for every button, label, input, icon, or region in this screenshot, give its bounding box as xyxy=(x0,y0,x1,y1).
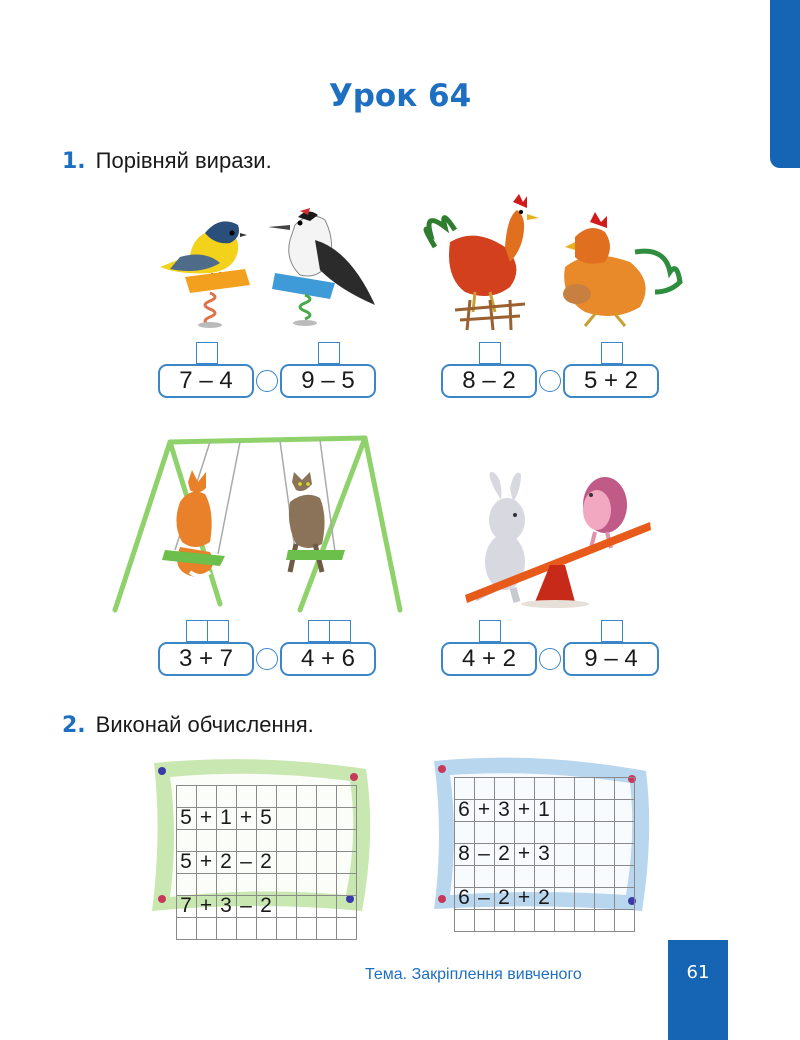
swing-frame xyxy=(115,438,400,610)
grid-cell xyxy=(336,895,356,917)
grid-char: 2 xyxy=(260,850,272,873)
grid-char: 1 xyxy=(220,806,232,829)
grid-cell xyxy=(574,865,594,887)
grid-cell xyxy=(296,807,316,829)
grid-char: 3 xyxy=(220,894,232,917)
task-2-heading xyxy=(62,712,314,738)
grid-cell xyxy=(316,785,336,807)
grid-cell xyxy=(594,843,614,865)
grid-cell xyxy=(614,843,634,865)
grid-cell xyxy=(614,887,634,909)
grid-cell xyxy=(176,873,196,895)
blue-spring-rocker xyxy=(272,273,335,326)
grid-cell xyxy=(614,909,634,931)
grid-char: 5 xyxy=(260,806,272,829)
page-number: 61 xyxy=(668,940,728,1040)
grid-cell xyxy=(276,807,296,829)
grid-cell xyxy=(494,777,514,799)
expression-right: 9 – 5 xyxy=(280,364,376,398)
comparison-2 xyxy=(441,342,681,400)
answer-cells-left[interactable] xyxy=(479,342,501,364)
birds-on-spring-rockers-illustration xyxy=(150,195,390,330)
grid-char: + xyxy=(199,850,213,873)
grid-cell xyxy=(514,821,534,843)
grid-cell xyxy=(276,829,296,851)
grid-cell xyxy=(614,799,634,821)
grid-char: 5 xyxy=(180,850,192,873)
grid-cell xyxy=(316,807,336,829)
grid-char: – xyxy=(240,894,252,917)
grid-cell xyxy=(316,829,336,851)
grid-cell xyxy=(336,807,356,829)
comparison-1 xyxy=(158,342,398,400)
grid-char: + xyxy=(239,806,253,829)
grid-cell xyxy=(316,851,336,873)
expression-left: 8 – 2 xyxy=(441,364,537,398)
grid-cell xyxy=(196,829,216,851)
grid-cell xyxy=(534,777,554,799)
task-1-text: Порівняй вирази. xyxy=(95,148,272,173)
grid-cell xyxy=(256,829,276,851)
grid-cell xyxy=(554,821,574,843)
grid-cell xyxy=(296,851,316,873)
task-1-heading xyxy=(62,148,272,174)
grid-cell xyxy=(614,821,634,843)
grid-cell xyxy=(216,785,236,807)
grid-cell xyxy=(296,829,316,851)
expression-right: 9 – 4 xyxy=(563,642,659,676)
grid-char: + xyxy=(477,798,491,821)
grid-cell xyxy=(574,821,594,843)
grid-cell xyxy=(474,777,494,799)
grid-char: 2 xyxy=(538,886,550,909)
grid-cell xyxy=(474,865,494,887)
green-swing-seat-right xyxy=(286,550,345,560)
grid-char: 6 xyxy=(458,886,470,909)
grid-cell xyxy=(594,799,614,821)
grid-cell xyxy=(316,895,336,917)
grid-cell xyxy=(316,917,336,939)
answer-cells-right[interactable] xyxy=(601,342,623,364)
grid-cell xyxy=(296,873,316,895)
grid-cell xyxy=(554,887,574,909)
grid-cell xyxy=(296,785,316,807)
grid-cell xyxy=(554,865,574,887)
expression-right: 4 + 6 xyxy=(280,642,376,676)
calc-card-green xyxy=(148,755,373,915)
grid-char: 3 xyxy=(538,842,550,865)
grid-char: + xyxy=(199,894,213,917)
answer-cells-left[interactable] xyxy=(479,620,501,642)
grid-cell xyxy=(236,873,256,895)
task-2-text: Виконай обчислення. xyxy=(95,712,314,737)
grid-char: 3 xyxy=(498,798,510,821)
grid-cell xyxy=(176,917,196,939)
grid-cell xyxy=(454,909,474,931)
grid-cell xyxy=(256,917,276,939)
expression-left: 7 – 4 xyxy=(158,364,254,398)
orange-rooster xyxy=(563,212,680,326)
comparison-sign-circle[interactable] xyxy=(539,370,561,392)
grid-cell xyxy=(574,887,594,909)
grid-char: 2 xyxy=(498,886,510,909)
grid-cell xyxy=(336,917,356,939)
grid-cell xyxy=(514,909,534,931)
answer-cells-right[interactable] xyxy=(601,620,623,642)
grid-cell xyxy=(316,873,336,895)
answer-cells-right[interactable] xyxy=(318,342,340,364)
grid-cell xyxy=(276,917,296,939)
grid-char: – xyxy=(240,850,252,873)
grid-char: 1 xyxy=(538,798,550,821)
comparison-sign-circle[interactable] xyxy=(256,370,278,392)
grid-cell xyxy=(494,821,514,843)
grid-cell xyxy=(216,917,236,939)
grid-cell xyxy=(594,887,614,909)
grid-char: + xyxy=(517,798,531,821)
lesson-title: Урок 64 xyxy=(328,78,472,114)
grid-cell xyxy=(554,799,574,821)
grid-char: 2 xyxy=(260,894,272,917)
grid-cell xyxy=(276,785,296,807)
grid-cell xyxy=(176,785,196,807)
grid-cell xyxy=(336,785,356,807)
calc-grid[interactable] xyxy=(454,777,635,932)
orange-spring-rocker xyxy=(185,269,250,328)
grid-cell xyxy=(236,785,256,807)
grid-cell xyxy=(236,829,256,851)
grid-cell xyxy=(594,909,614,931)
grid-cell xyxy=(336,873,356,895)
grid-char: 2 xyxy=(498,842,510,865)
grid-cell xyxy=(454,821,474,843)
grid-char: – xyxy=(478,886,490,909)
grid-cell xyxy=(614,777,634,799)
grid-cell xyxy=(574,909,594,931)
grid-cell xyxy=(594,821,614,843)
seesaw-illustration xyxy=(455,470,655,610)
grid-cell xyxy=(276,851,296,873)
grid-char: 6 xyxy=(458,798,470,821)
roosters-illustration xyxy=(415,192,685,332)
grid-cell xyxy=(336,829,356,851)
grid-cell xyxy=(196,873,216,895)
grid-cell xyxy=(594,865,614,887)
task-2-number: 2. xyxy=(62,713,86,738)
grid-cell xyxy=(514,777,534,799)
grid-char: 5 xyxy=(180,806,192,829)
grid-cell xyxy=(216,873,236,895)
footer-topic: Тема. Закріплення вивченого xyxy=(365,966,582,983)
comparison-3 xyxy=(158,620,398,678)
comparison-sign-circle[interactable] xyxy=(539,648,561,670)
grid-cell xyxy=(574,777,594,799)
grid-cell xyxy=(554,843,574,865)
answer-cells-left[interactable] xyxy=(186,620,229,642)
grid-cell xyxy=(454,777,474,799)
grid-cell xyxy=(574,843,594,865)
grid-cell xyxy=(494,865,514,887)
comparison-sign-circle[interactable] xyxy=(256,648,278,670)
grid-cell xyxy=(196,917,216,939)
grid-char: + xyxy=(517,886,531,909)
grid-cell xyxy=(276,895,296,917)
comparison-4 xyxy=(441,620,681,678)
grid-char: 7 xyxy=(180,894,192,917)
grid-cell xyxy=(534,821,554,843)
grid-cell xyxy=(454,865,474,887)
task-1-number: 1. xyxy=(62,149,86,174)
calc-card-blue xyxy=(428,755,653,915)
grid-char: + xyxy=(199,806,213,829)
grid-cell xyxy=(236,917,256,939)
grid-char: 8 xyxy=(458,842,470,865)
grid-char: – xyxy=(478,842,490,865)
grid-cell xyxy=(216,829,236,851)
grid-cell xyxy=(594,777,614,799)
grid-cell xyxy=(296,917,316,939)
grid-char: 2 xyxy=(220,850,232,873)
grid-cell xyxy=(534,865,554,887)
expression-right: 5 + 2 xyxy=(563,364,659,398)
grid-cell xyxy=(514,865,534,887)
grid-cell xyxy=(256,785,276,807)
swing-set-illustration xyxy=(110,432,405,617)
grid-cell xyxy=(474,821,494,843)
answer-cells-right[interactable] xyxy=(308,620,351,642)
grid-cell xyxy=(554,777,574,799)
grid-cell xyxy=(196,785,216,807)
expression-left: 3 + 7 xyxy=(158,642,254,676)
calc-grid[interactable] xyxy=(176,785,357,940)
grid-cell xyxy=(176,829,196,851)
grid-cell xyxy=(574,799,594,821)
grid-cell xyxy=(474,909,494,931)
grid-cell xyxy=(534,909,554,931)
grid-cell xyxy=(614,865,634,887)
answer-cells-left[interactable] xyxy=(196,342,218,364)
grid-cell xyxy=(554,909,574,931)
grid-char: + xyxy=(517,842,531,865)
expression-left: 4 + 2 xyxy=(441,642,537,676)
grid-cell xyxy=(276,873,296,895)
grid-cell xyxy=(256,873,276,895)
red-rooster xyxy=(426,194,539,330)
grid-cell xyxy=(296,895,316,917)
grid-cell xyxy=(494,909,514,931)
grid-cell xyxy=(336,851,356,873)
